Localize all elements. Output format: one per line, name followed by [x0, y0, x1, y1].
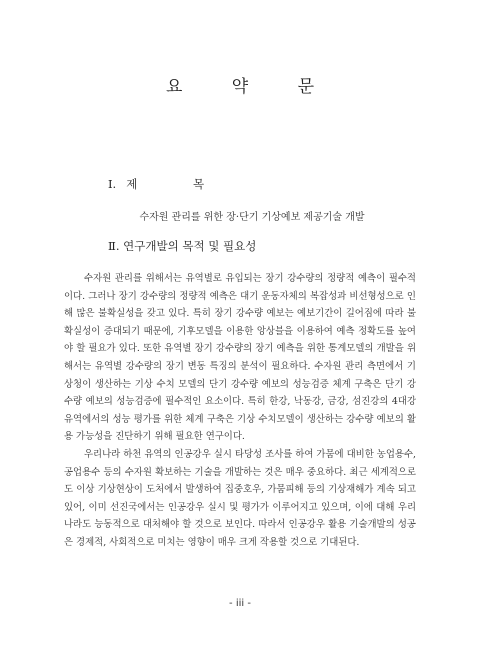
section-2-title: 연구개발의 목적 및 필요성 [123, 239, 257, 253]
section-1-heading [108, 176, 230, 192]
section-2-heading [108, 238, 256, 254]
page-number: - iii - [229, 598, 251, 609]
paragraph: 우리나라 하천 유역의 인공강우 실시 타당성 조사를 하여 가뭄에 대비한 농업용수, 공업용수 등의 수자원 확보하는 기술을 개발하는 것은 매우 중요하다. 최근 세계적으로도 이상 기상현상이 도처에서 발생하여 집중호우, 가뭄피해 등의 기상재해가 계속 되고 있어, 이미 선진국에서는 인공강우 실시 및 평가가 이루어지고 있으며, 이에 대해 우리나라도 능동적으로 대처해야 할 것으로 보인다. 따라서 인공강우 활용 기술개발의 성공은 경제적, 사회적으로 미치는 영향이 매우 크게 작용할 것으로 기대된다. [64, 448, 416, 548]
section-2-body [64, 270, 416, 552]
section-1-title: 제 목 [126, 177, 231, 191]
paragraph: 수자원 관리를 위해서는 유역별로 유입되는 장기 강수량의 정량적 예측이 필수적이다. 그러나 장기 강수량의 정량적 예측은 대기 운동자체의 복잡성과 비선형성으로 인해 많은 불확실성을 갖고 있다. 특히 장기 강수량 예보는 예보기간이 길어짐에 따라 불확실성이 증대되기 때문에, 기후모델을 이용한 앙상블을 이용하여 예측 정확도를 높여야 할 필요가 있다. 또한 유역별 장기 강수량의 장기 예측을 위한 통계모델의 개발을 위해서는 유역별 강수량의 장기 변동 특징의 분석이 필요하다. 수자원 관리 측면에서 기상청이 생산하는 기상 수치 모델의 단기 강수량 예보의 성능검증 체계 구축은 단기 강수량 예보의 성능검증에 필수적인 요소이다. 특히 한강, 낙동강, 금강, 섬진강의 4대강 유역에서의 성능 평가를 위한 체계 구축은 기상 수치모델이 생산하는 강수량 예보의 활용 가능성을 진단하기 위해 필요한 연구이다. [64, 273, 416, 443]
project-subject: 수자원 관리를 위한 장·단기 기상예보 제공기술 개발 [139, 212, 365, 223]
page-title: 요 약 문 [165, 77, 337, 97]
section-2-number: Ⅱ. [108, 239, 120, 253]
section-1-number: Ⅰ. [108, 177, 117, 191]
